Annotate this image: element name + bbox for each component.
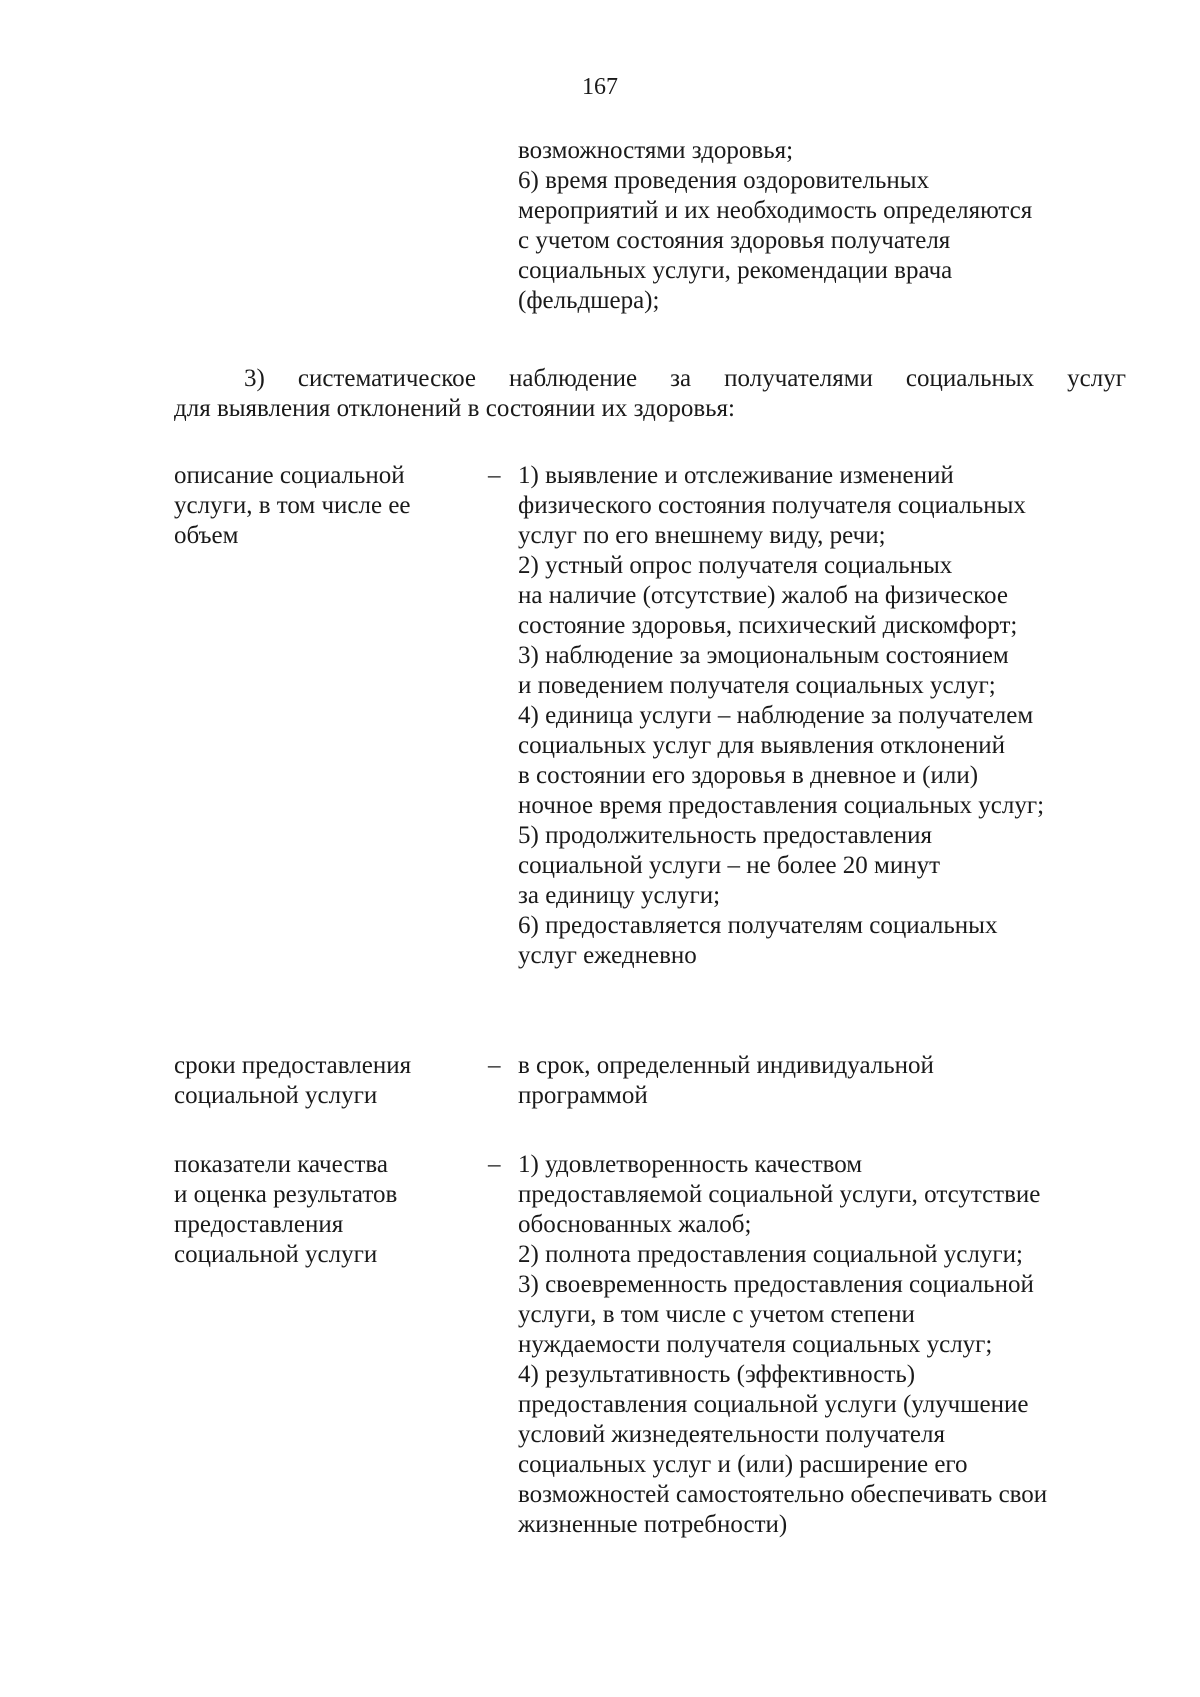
value-line: предоставляемой социальной услуги, отсутствие	[518, 1181, 1041, 1208]
value-line: возможностей самостоятельно обеспечивать свои	[518, 1481, 1048, 1508]
value-line: услуг ежедневно	[518, 942, 697, 969]
value-line: 4) результативность (эффективность)	[518, 1361, 916, 1388]
value-line: 2) устный опрос получателя социальных	[518, 552, 953, 579]
continuation-block	[518, 136, 1138, 316]
continuation-line: с учетом состояния здоровья получателя	[518, 227, 951, 254]
label-line: услуги, в том числе ее	[174, 492, 411, 519]
label-line: предоставления	[174, 1211, 344, 1238]
continuation-line: мероприятий и их необходимость определяются	[518, 197, 1033, 224]
value-line: состояние здоровья, психический дискомфорт;	[518, 612, 1018, 639]
value-line: за единицу услуги;	[518, 882, 721, 909]
value-line: услуг по его внешнему виду, речи;	[518, 522, 886, 549]
value-line: нуждаемости получателя социальных услуг;	[518, 1331, 993, 1358]
value-line: физического состояния получателя социальных	[518, 492, 1026, 519]
value-line: 5) продолжительность предоставления	[518, 822, 933, 849]
value-line: условий жизнедеятельности получателя	[518, 1421, 945, 1448]
value-line: на наличие (отсутствие) жалоб на физическое	[518, 582, 1008, 609]
value-line: социальных услуг для выявления отклонений	[518, 732, 1005, 759]
value-line: социальной услуги – не более 20 минут	[518, 852, 941, 879]
value-line: программой	[518, 1082, 648, 1109]
continuation-line: социальных услуги, рекомендации врача	[518, 257, 953, 284]
value-line: 3) своевременность предоставления социальной	[518, 1271, 1034, 1298]
dash-separator: –	[488, 1151, 501, 1178]
row-label	[174, 461, 474, 551]
value-line: услуги, в том числе с учетом степени	[518, 1301, 915, 1328]
row-value	[518, 461, 1138, 971]
label-line: и оценка результатов	[174, 1181, 398, 1208]
section-heading	[174, 364, 1126, 424]
value-line: социальных услуг и (или) расширение его	[518, 1451, 968, 1478]
section-heading-line-2: для выявления отклонений в состоянии их здоровья:	[174, 395, 735, 422]
value-line: жизненные потребности)	[518, 1511, 788, 1538]
continuation-line: 6) время проведения оздоровительных	[518, 167, 930, 194]
label-line: объем	[174, 522, 239, 549]
value-line: и поведением получателя социальных услуг;	[518, 672, 996, 699]
row-value	[518, 1150, 1138, 1540]
value-line: 6) предоставляется получателям социальных	[518, 912, 998, 939]
row-label	[174, 1051, 474, 1111]
label-line: социальной услуги	[174, 1241, 378, 1268]
dash-separator: –	[488, 1052, 501, 1079]
value-line: обоснованных жалоб;	[518, 1211, 752, 1238]
value-line: 4) единица услуги – наблюдение за получателем	[518, 702, 1034, 729]
value-line: ночное время предоставления социальных услуг;	[518, 792, 1045, 819]
row-label	[174, 1150, 474, 1270]
label-line: социальной услуги	[174, 1082, 378, 1109]
value-line: предоставления социальной услуги (улучшение	[518, 1391, 1029, 1418]
continuation-line: (фельдшера);	[518, 287, 660, 314]
label-line: сроки предоставления	[174, 1052, 412, 1079]
continuation-line: возможностями здоровья;	[518, 137, 794, 164]
value-line: 3) наблюдение за эмоциональным состоянием	[518, 642, 1009, 669]
value-line: 1) выявление и отслеживание изменений	[518, 462, 954, 489]
label-line: описание социальной	[174, 462, 405, 489]
label-line: показатели качества	[174, 1151, 388, 1178]
value-line: 1) удовлетворенность качеством	[518, 1151, 863, 1178]
dash-separator: –	[488, 462, 501, 489]
page-number: 167	[582, 74, 618, 100]
value-line: 2) полнота предоставления социальной услуги;	[518, 1241, 1023, 1268]
value-line: в срок, определенный индивидуальной	[518, 1052, 934, 1079]
value-line: в состоянии его здоровья в дневное и (или)	[518, 762, 979, 789]
row-value	[518, 1051, 1138, 1111]
section-heading-line-1: 3) систематическое наблюдение за получателями социальных услуг	[244, 365, 1126, 392]
